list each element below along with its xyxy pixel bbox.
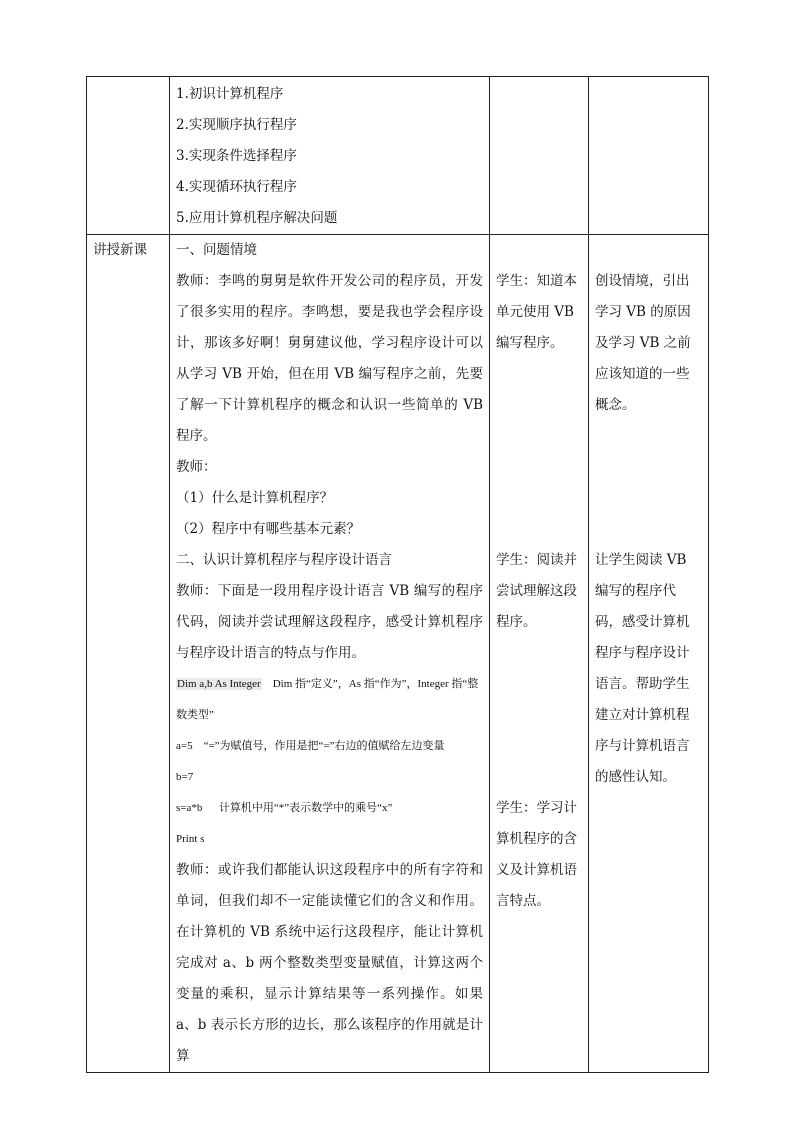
spacer — [496, 359, 582, 545]
empty-cell — [490, 77, 589, 235]
code-note: “=”为赋值号，作用是把“=”右边的值赋给左边变量 — [203, 740, 445, 752]
contents-item: 5.应用计算机程序解决问题 — [176, 210, 338, 226]
design-intent-1: 创设情境，引出学习 VB 的原因及学习 VB 之前应该知道的一些概念。 — [595, 273, 691, 413]
code-text: s=a*b — [176, 802, 203, 814]
teacher-label: 教师： — [176, 459, 217, 475]
student-activity-cell — [490, 235, 589, 1073]
code-line-1 — [176, 669, 483, 731]
code-line-4 — [176, 793, 483, 824]
empty-cell — [87, 77, 170, 235]
code-text: Print s — [176, 833, 205, 845]
student-activity-3: 学生：学习计算机程序的含义及计算机语言特点。 — [496, 800, 577, 909]
code-line-2 — [176, 731, 483, 762]
teacher-paragraph-1: 教师：李鸣的舅舅是软件开发公司的程序员，开发了很多实用的程序。李鸣想，要是我也学会程序设计，那该多好啊！舅舅建议他，学习程序设计可以从学习 VB 开始，但在用 VB 编写程序之前，先要了解一下计算机程序的概念和认识一些简单的 VB 程序。 — [176, 273, 483, 444]
code-text: a=5 — [176, 740, 193, 752]
contents-item: 1.初识计算机程序 — [176, 86, 284, 102]
spacer — [595, 421, 702, 545]
contents-item: 3.实现条件选择程序 — [176, 148, 297, 164]
heading-problem-situation: 一、问题情境 — [176, 242, 257, 258]
heading-programs-languages: 二、认识计算机程序与程序设计语言 — [176, 552, 392, 568]
design-intent-cell — [589, 235, 709, 1073]
contents-row — [87, 77, 709, 235]
new-lesson-row — [87, 235, 709, 1073]
section-label: 讲授新课 — [93, 242, 147, 258]
code-text: b=7 — [176, 771, 194, 783]
code-line-5 — [176, 824, 483, 855]
student-activity-2: 学生：阅读并尝试理解这段程序。 — [496, 552, 577, 630]
lesson-plan-table — [86, 76, 709, 1073]
design-intent-2: 让学生阅读 VB 编写的程序代码，感受计算机程序与程序设计语言。帮助学生建立对计算机程序与计算机语言的感性认知。 — [595, 552, 690, 785]
teaching-content-cell — [170, 235, 490, 1073]
contents-item: 2.实现顺序执行程序 — [176, 117, 297, 133]
student-activity-1: 学生：知道本单元使用 VB 编写程序。 — [496, 273, 577, 351]
contents-item: 4.实现循环执行程序 — [176, 179, 297, 195]
spacer — [595, 235, 702, 266]
question-2: （2）程序中有哪些基本元素？ — [176, 521, 361, 537]
code-text: Dim a,b As Integer — [177, 678, 261, 690]
code-note: 计算机中用“*”表示数学中的乘号“x” — [218, 802, 393, 814]
question-1: （1）什么是计算机程序？ — [176, 490, 334, 506]
contents-cell — [170, 77, 490, 235]
teacher-paragraph-3: 教师：或许我们都能认识这段程序中的所有字符和单词，但我们却不一定能读懂它们的含义和作用。在计算机的 VB 系统中运行这段程序，能让计算机完成对 a、b 两个整数类型变量赋值，计算这两个变量的乘积，显示计算结果等一系列操作。如果 a、b 表示长方形的边长，那么该程序的作用就是计算 — [176, 862, 483, 1064]
section-label-cell — [87, 235, 170, 1073]
code-note: Dim 指“定义”，As 指“作为”，Integer 指“整数类型” — [176, 678, 479, 721]
spacer — [496, 235, 582, 266]
spacer — [496, 638, 582, 793]
code-line-3 — [176, 762, 483, 793]
empty-cell — [589, 77, 709, 235]
teacher-paragraph-2: 教师：下面是一段用程序设计语言 VB 编写的程序代码，阅读并尝试理解这段程序，感受计算机程序与程序设计语言的特点与作用。 — [176, 583, 483, 661]
